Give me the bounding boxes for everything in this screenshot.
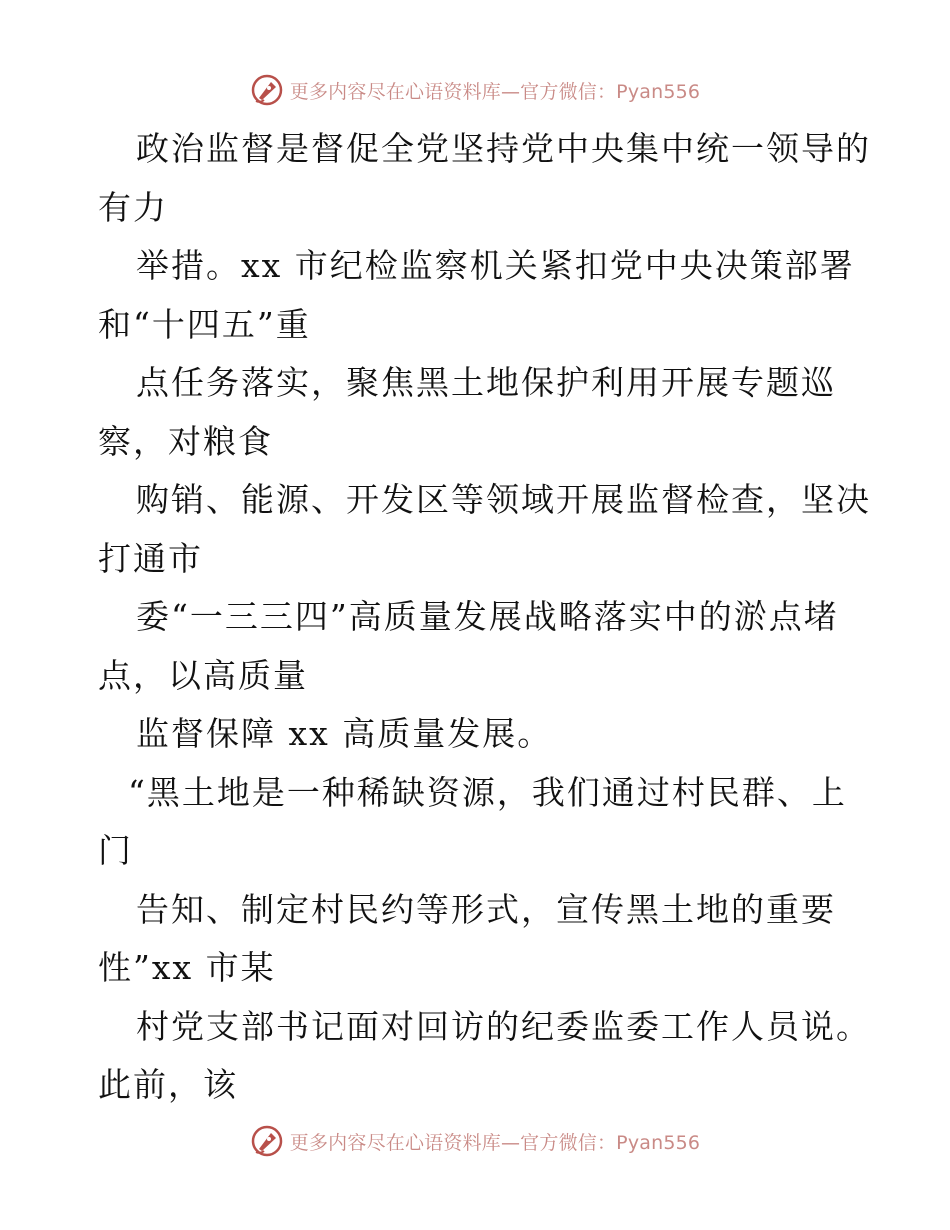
text-line: 点，以高质量: [98, 655, 308, 695]
text-line: 打通市: [98, 538, 203, 578]
text-line: 政治监督是督促全党坚持党中央集中统一领导的: [136, 129, 871, 168]
text-line: “黑土地是一种稀缺资源，我们通过村民群、上: [128, 772, 847, 812]
text-line: 举措。xx 市纪检监察机关紧扣党中央决策部署: [136, 246, 855, 285]
banner-text: 更多内容尽在心语资料库—官方微信：Pyan556: [289, 80, 701, 103]
text-line: 和“十四五”重: [98, 304, 311, 344]
text-line: 门: [98, 831, 133, 870]
document-body: [98, 120, 871, 1115]
text-line: 性”xx 市某: [98, 948, 276, 987]
text-line: 村党支部书记面对回访的纪委监委工作人员说。: [136, 1006, 871, 1046]
text-line: 点任务落实，聚焦黑土地保护利用开展专题巡: [136, 363, 836, 402]
text-line: 察，对粮食: [98, 421, 273, 461]
text-line: 告知、制定村民约等形式，宣传黑土地的重要: [136, 889, 836, 929]
banner-text: 更多内容尽在心语资料库—官方微信：Pyan556: [289, 1131, 701, 1154]
text-line: 购销、能源、开发区等领域开展监督检查，坚决: [136, 480, 871, 519]
header-banner: [0, 70, 950, 110]
pen-nib-logo-icon: [250, 73, 284, 107]
pen-nib-logo-icon: [250, 1124, 284, 1158]
text-line: 监督保障 xx 高质量发展。: [136, 714, 553, 753]
text-line: 委“一三三四”高质量发展战略落实中的淤点堵: [136, 597, 839, 636]
footer-banner: [0, 1121, 950, 1161]
text-line: 此前，该: [98, 1065, 238, 1104]
text-line: 有力: [98, 187, 168, 227]
